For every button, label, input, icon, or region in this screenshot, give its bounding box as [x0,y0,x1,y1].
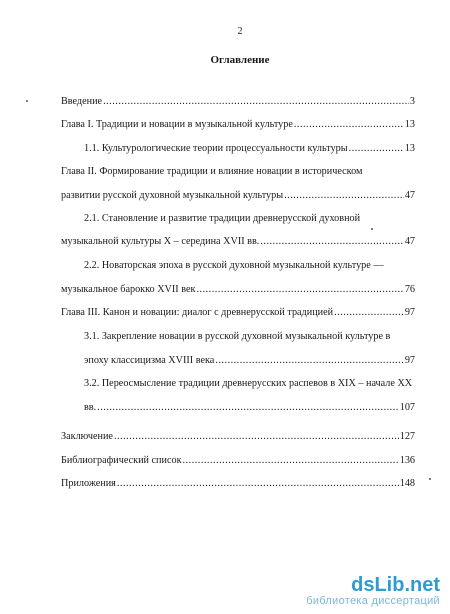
toc-entry-page: 47 [404,236,415,247]
toc-entry-page: 97 [404,307,415,318]
toc-leader-dots [114,431,399,442]
toc-entry-section-3-2-line-1[interactable]: 3.2. Переосмысление традиции древнерусских распевов в XIX – начале XX [84,378,413,389]
toc-leader-dots [183,455,399,466]
toc-leader-dots [349,143,404,154]
toc-entry-page: 13 [404,119,415,130]
toc-entry-page: 3 [409,96,415,107]
toc-entry-section-2-1-line-1[interactable]: 2.1. Становление и развитие традиции древнерусской духовной [84,213,361,224]
toc-entry-text: Глава I. Традиции и новации в музыкальной культуре [61,119,293,130]
toc-entry-chapter-1[interactable] [61,119,415,130]
toc-entry-text: вв. [84,402,97,413]
toc-leader-dots [294,119,404,130]
toc-leader-dots [215,355,403,366]
toc-leader-dots [334,307,404,318]
dslib-watermark [306,575,440,608]
toc-entry-text: Введение [61,96,103,107]
toc-entry-text: эпоху классицизма XVIII века [84,355,215,366]
toc-entry-chapter-3[interactable] [61,307,415,318]
toc-entry-page: 97 [404,355,415,366]
toc-entry-text: Заключение [61,431,113,442]
scan-speck [429,478,431,480]
toc-entry-section-3-1[interactable] [84,355,415,366]
toc-heading: Оглавление [210,54,270,66]
toc-entry-text: музыкальной культуры X – середина XVII вв. [61,236,260,247]
toc-entry-conclusion[interactable] [61,431,415,442]
toc-entry-section-3-2[interactable] [84,402,415,413]
page-number: 2 [237,26,243,37]
toc-leader-dots [196,284,403,295]
toc-entry-text: Библиографический список [61,455,182,466]
toc-entry-page: 107 [399,402,415,413]
toc-entry-section-1-1[interactable] [84,143,415,154]
toc-entry-section-2-2-line-1[interactable]: 2.2. Новаторская эпоха в русской духовной музыкальной культуре — [84,260,384,271]
scan-speck [26,100,28,102]
toc-entry-section-2-1[interactable] [61,236,415,247]
toc-leader-dots [260,236,403,247]
toc-entry-page: 76 [404,284,415,295]
toc-entry-page: 47 [404,190,415,201]
dslib-subtitle: библиотека диссертаций [306,595,440,607]
toc-entry-page: 127 [399,431,415,442]
toc-entry-chapter-2-line-1[interactable]: Глава II. Формирование традиции и влияние новации в историческом [61,166,363,177]
scan-speck [371,228,373,230]
toc-entry-text: Приложения [61,478,116,489]
toc-entry-text: музыкальное барокко XVII век [61,284,196,295]
toc-entry-page: 13 [404,143,415,154]
toc-entry-appendices[interactable] [61,478,415,489]
dslib-logo: dsLib.net [351,574,440,596]
toc-entry-text: Глава III. Канон и новации: диалог с древнерусской традицией [61,307,334,318]
toc-entry-bibliography[interactable] [61,455,415,466]
toc-entry-page: 148 [399,478,415,489]
toc-leader-dots [103,96,409,107]
toc-entry-text: 1.1. Культурологические теории процессуальности культуры [84,143,348,154]
toc-leader-dots [97,402,399,413]
toc-entry-introduction[interactable] [61,96,415,107]
toc-entry-page: 136 [399,455,415,466]
toc-entry-chapter-2[interactable] [61,190,415,201]
toc-entry-section-3-1-line-1[interactable]: 3.1. Закрепление новации в русской духовной музыкальной культуре в [84,331,391,342]
toc-entry-section-2-2[interactable] [61,284,415,295]
toc-leader-dots [117,478,399,489]
toc-leader-dots [284,190,404,201]
toc-entry-text: развитии русской духовной музыкальной культуры [61,190,284,201]
